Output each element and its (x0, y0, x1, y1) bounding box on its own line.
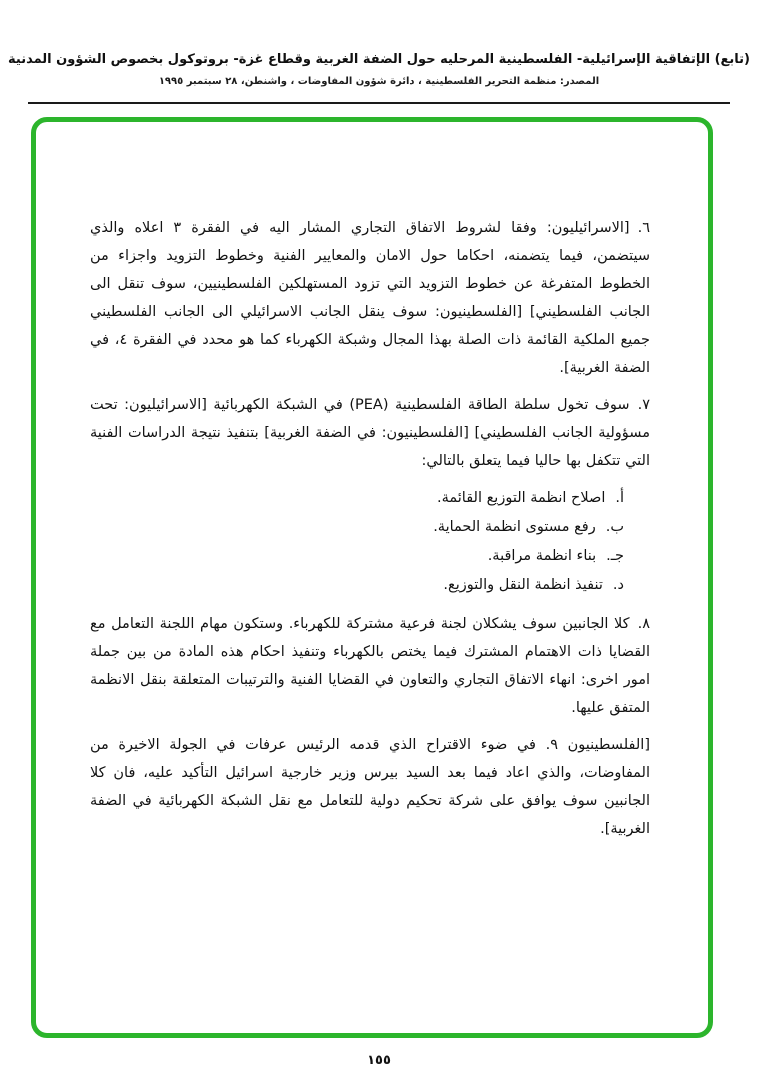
document-title: (تابع) الإتفاقية الإسرائيلية- الفلسطينية المرحليه حول الضفة الغربية وقطاع غزة- بروتوكول بخصوص الشؤون المدنية (8, 52, 750, 67)
clause-7-sublist (90, 484, 624, 600)
clause-7-number: ٧. (637, 397, 650, 413)
sublist-item-a-text: اصلاح انظمة التوزيع القائمة. (436, 490, 606, 506)
sublist-item-b (90, 513, 624, 542)
header-divider (28, 102, 730, 104)
document-source-line: المصدر: منظمة التحرير الفلسطينية ، دائرة شؤون المفاوضات ، واشنطن، ٢٨ سبتمبر ١٩٩٥ (158, 76, 600, 87)
sublist-item-b-text: رفع مستوى انظمة الحماية. (433, 519, 596, 535)
sublist-item-a (90, 484, 624, 513)
clause-8-text: كلا الجانبين سوف يشكلان لجنة فرعية مشتركة للكهرباء. وستكون مهام اللجنة التعامل مع القضايا ذات الاهتمام المشترك فيما يختص بالكهرباء وتنفيذ احكام هذه المادة من بين جملة امور اخرى: انهاء الاتفاق التجاري والتعاون في القضايا الفنية والترتيبات المتعلقة بنقل الانظمة المتفق عليها. (90, 616, 650, 716)
green-border-frame (31, 117, 713, 1038)
clause-9-text: [الفلسطينيون ٩. في ضوء الاقتراح الذي قدمه الرئيس عرفات في الجولة الاخيرة من المفاوضات، والذي اعاد فيما بعد السيد بيرس وزير خارجية اسرائيل التأكيد عليه، فان كلا الجانبين سوف يوافق على شركة تحكيم دولية للتعامل مع نقل الشبكة الكهربائية في الضفة الغربية]. (90, 737, 650, 837)
clause-6-number: ٦. (637, 220, 650, 236)
sublist-item-b-label: ب. (605, 519, 624, 535)
page-number: ١٥٥ (367, 1053, 391, 1068)
page-header (0, 52, 758, 87)
sublist-item-d-text: تنفيذ انظمة النقل والتوزيع. (443, 577, 603, 593)
clause-7 (90, 391, 650, 475)
clause-8-number: ٨. (637, 616, 650, 632)
clause-7-text: سوف تخول سلطة الطاقة الفلسطينية (PEA) في الشبكة الكهربائية [الاسرائيليون: تحت مسؤولية الجانب الفلسطيني] [الفلسطينيون: في الضفة الغربية] بتنفيذ نتيجة الدراسات الفنية التي تتكفل بها حاليا فيما يتعلق بالتالي: (90, 397, 650, 469)
clause-9 (90, 731, 650, 843)
sublist-item-c-label: جـ. (606, 548, 624, 564)
sublist-item-c-text: بناء انظمة مراقبة. (487, 548, 597, 564)
clause-8 (90, 610, 650, 722)
sublist-item-a-label: أ. (615, 490, 624, 506)
clause-6-text: [الاسرائيليون: وفقا لشروط الاتفاق التجاري المشار اليه في الفقرة ٣ اعلاه والذي سيتضمن، فيما يتضمنه، احكاما حول الامان والمعايير الفنية وخطوط التزويد واجزاء من الخطوط المتفرغة عن خطوط التزويد التي تزود المستهلكين الفلسطينيين، سوف تنقل الى الجانب الفلسطيني] [الفلسطينيون: سوف ينقل الجانب الاسرائيلي الى الجانب الفلسطيني جميع الملكية القائمة ذات الصلة بهذا المجال وشبكة الكهرباء كما هو محدد في الفقرة ٤، في الضفة الغربية]. (90, 220, 650, 376)
sublist-item-d (90, 571, 624, 600)
sublist-item-d-label: د. (612, 577, 624, 593)
sublist-item-c (90, 542, 624, 571)
document-body (90, 214, 650, 852)
clause-6 (90, 214, 650, 382)
